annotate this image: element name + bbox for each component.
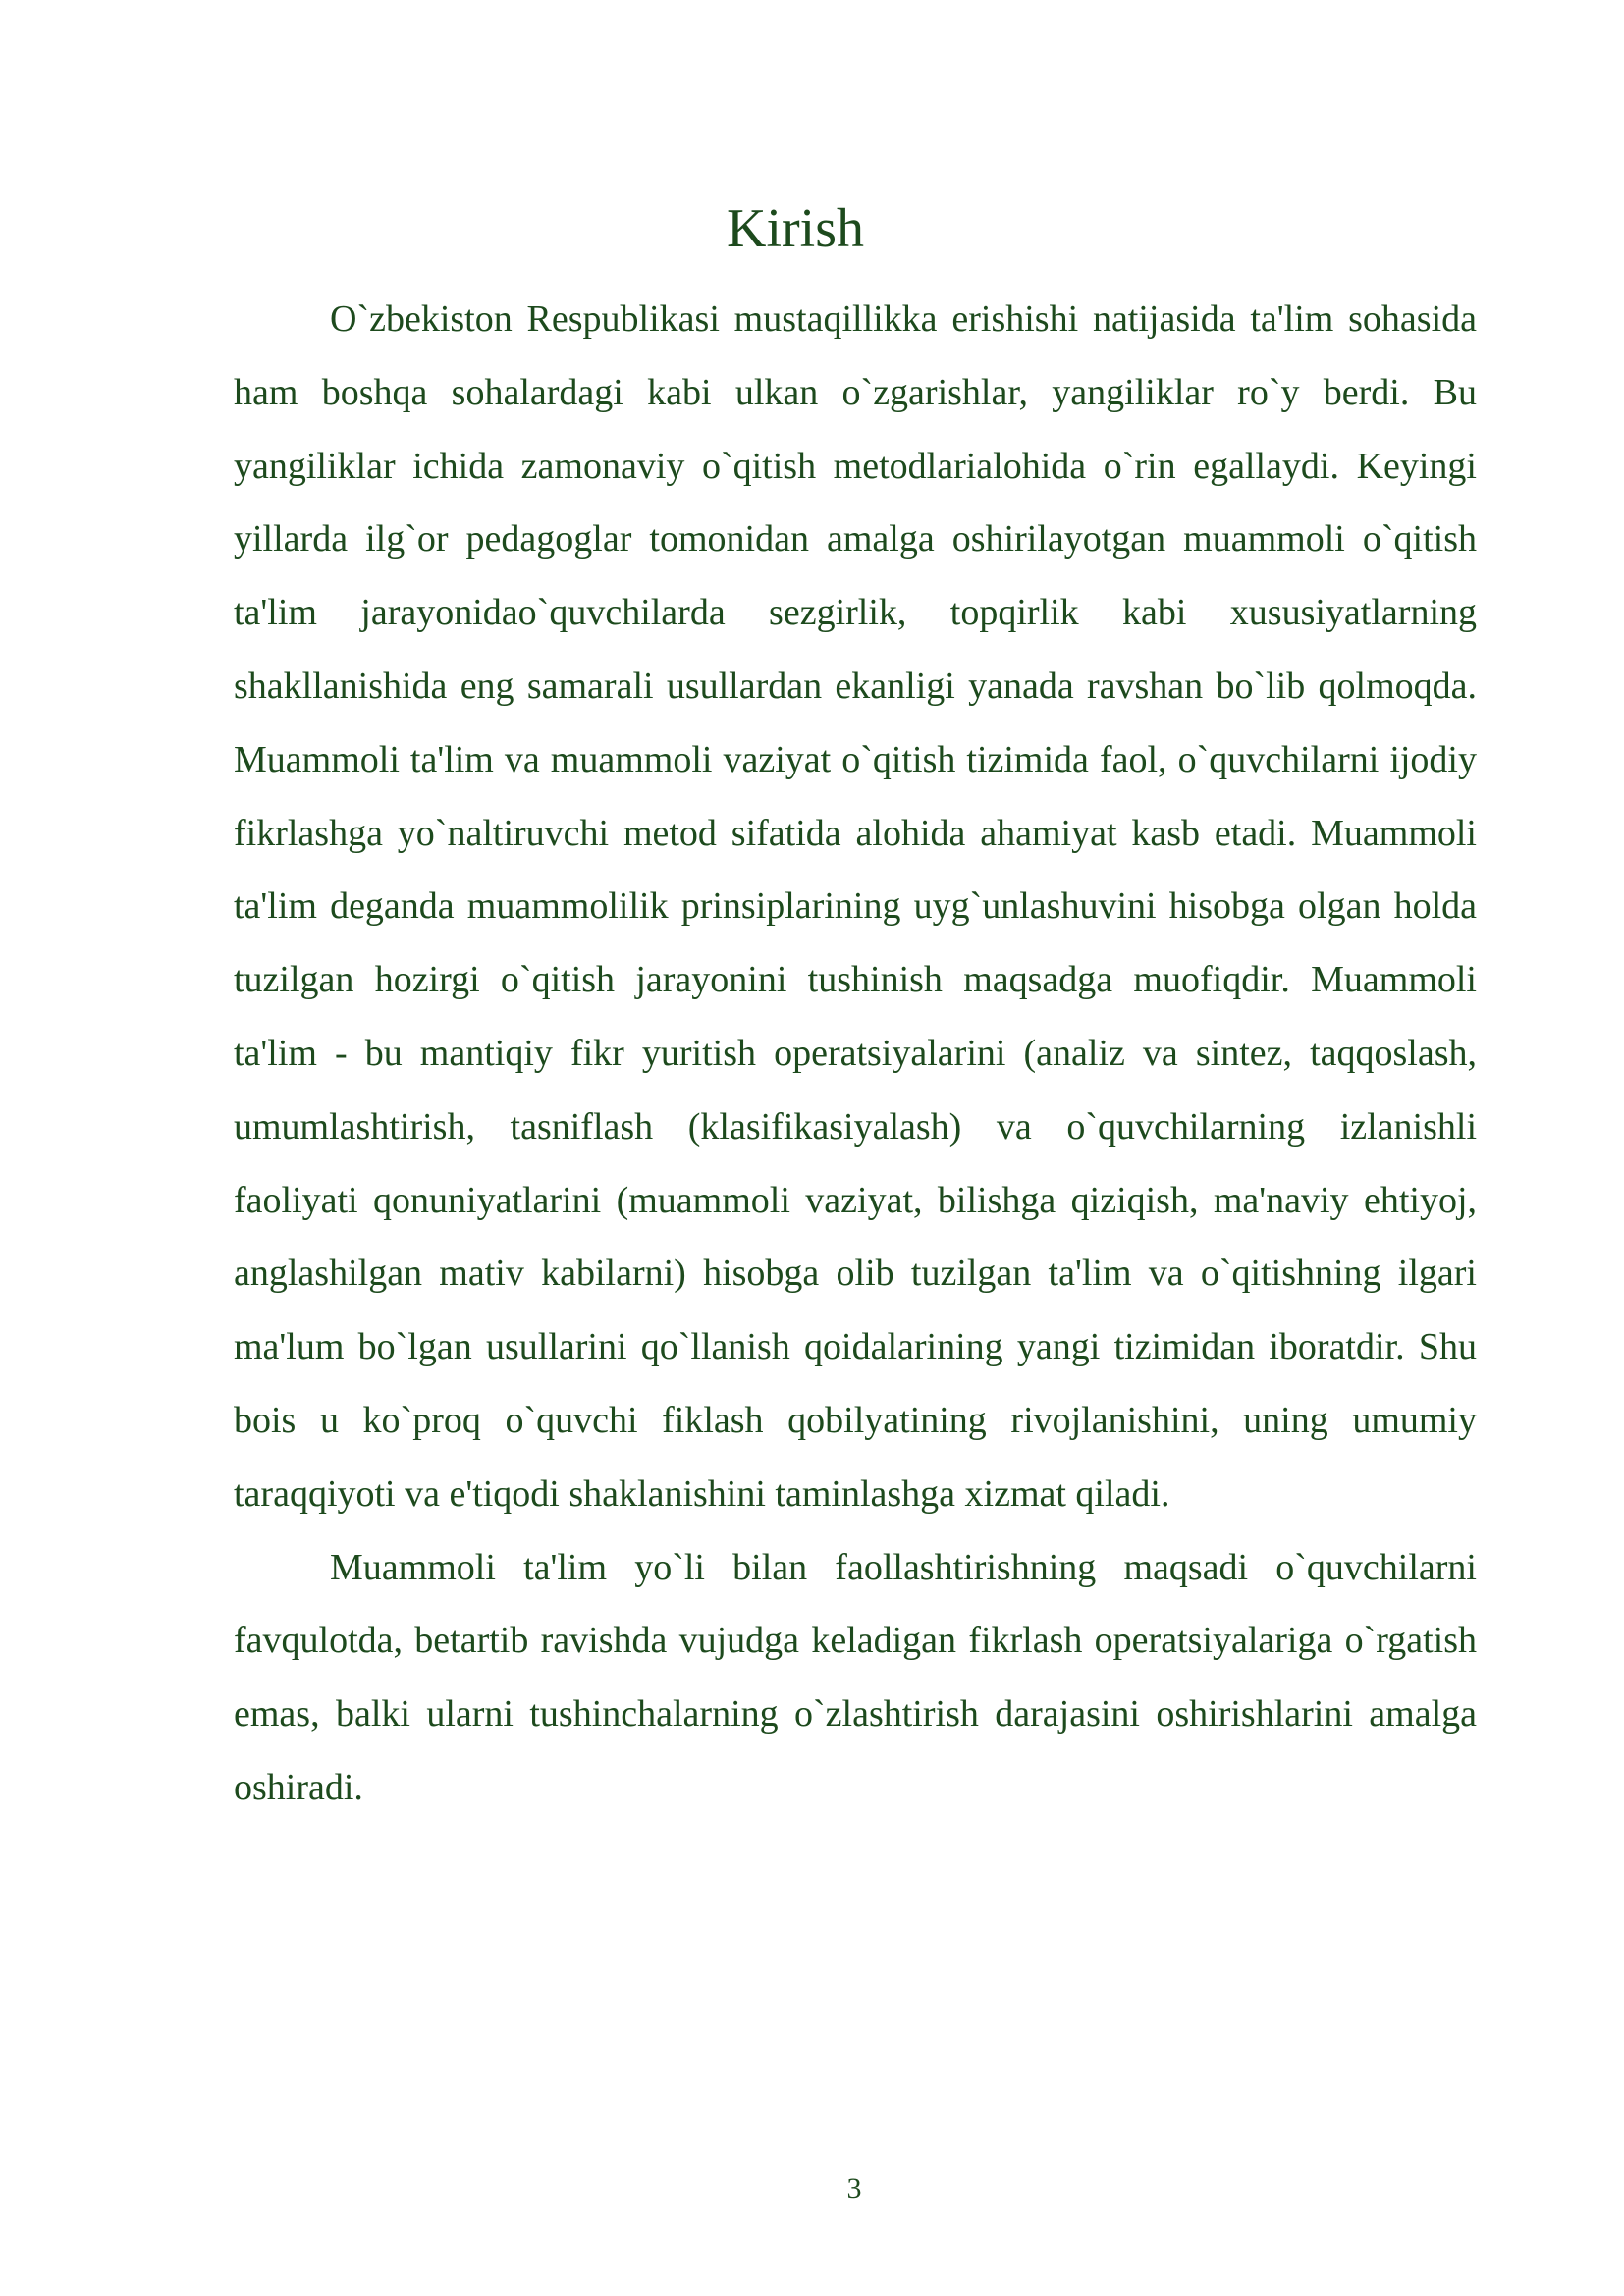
paragraph-1: O`zbekiston Respublikasi mustaqillikka erishishi natijasida ta'lim sohasida ham boshqa sohalardagi kabi ulkan o`zgarishlar, yangiliklar ro`y berdi. Bu yangiliklar ichida zamonaviy o`qitish metodlarialohida o`rin egallaydi. Keyingi yillarda ilg`or pedagoglar tomonidan amalga oshirilayotgan muammoli o`qitish ta'lim jarayonidao`quvchilarda sezgirlik, topqirlik kabi xususiyatlarning shakllanishida eng samarali usullardan ekanligi yanada ravshan bo`lib qolmoqda. Muammoli ta'lim va muammoli vaziyat o`qitish tizimida faol, o`quvchilarni ijodiy fikrlashga yo`naltiruvchi metod sifatida alohida ahamiyat kasb etadi. Muammoli ta'lim deganda muammolilik prinsiplarining uyg`unlashuvini hisobga olgan holda tuzilgan hozirgi o`qitish jarayonini tushinish maqsadga muofiqdir. Muammoli ta'lim - bu mantiqiy fikr yuritish operatsiyalarini (analiz va sintez, taqqoslash, umumlashtirish, tasniflash (klasifikasiyalash) va o`quvchilarning izlanishli faoliyati qonuniyatlarini (muammoli vaziyat, bilishga qiziqish, ma'naviy ehtiyoj, anglashilgan mativ kabilarni) hisobga olib tuzilgan ta'lim va o`qitishning ilgari ma'lum bo`lgan usullarini qo`llanish qoidalarining yangi tizimidan iboratdir. Shu bois u ko`proq o`quvchi fiklash qobilyatining rivojlanishini, uning umumiy taraqqiyoti va e'tiqodi shaklanishini taminlashga xizmat qiladi. xyxy=(234,298,1477,1515)
body-text xyxy=(234,283,1477,1825)
paragraph-2: Muammoli ta'lim yo`li bilan faollashtirishning maqsadi o`quvchilarni favqulotda, betartib ravishda vujudga keladigan fikrlash operatsiyalariga o`rgatish emas, balki ularni tushinchalarning o`zlashtirish darajasini oshirishlarini amalga oshiradi. xyxy=(234,1546,1477,1808)
page-title: Kirish xyxy=(727,198,864,259)
page-number: 3 xyxy=(846,2172,862,2205)
